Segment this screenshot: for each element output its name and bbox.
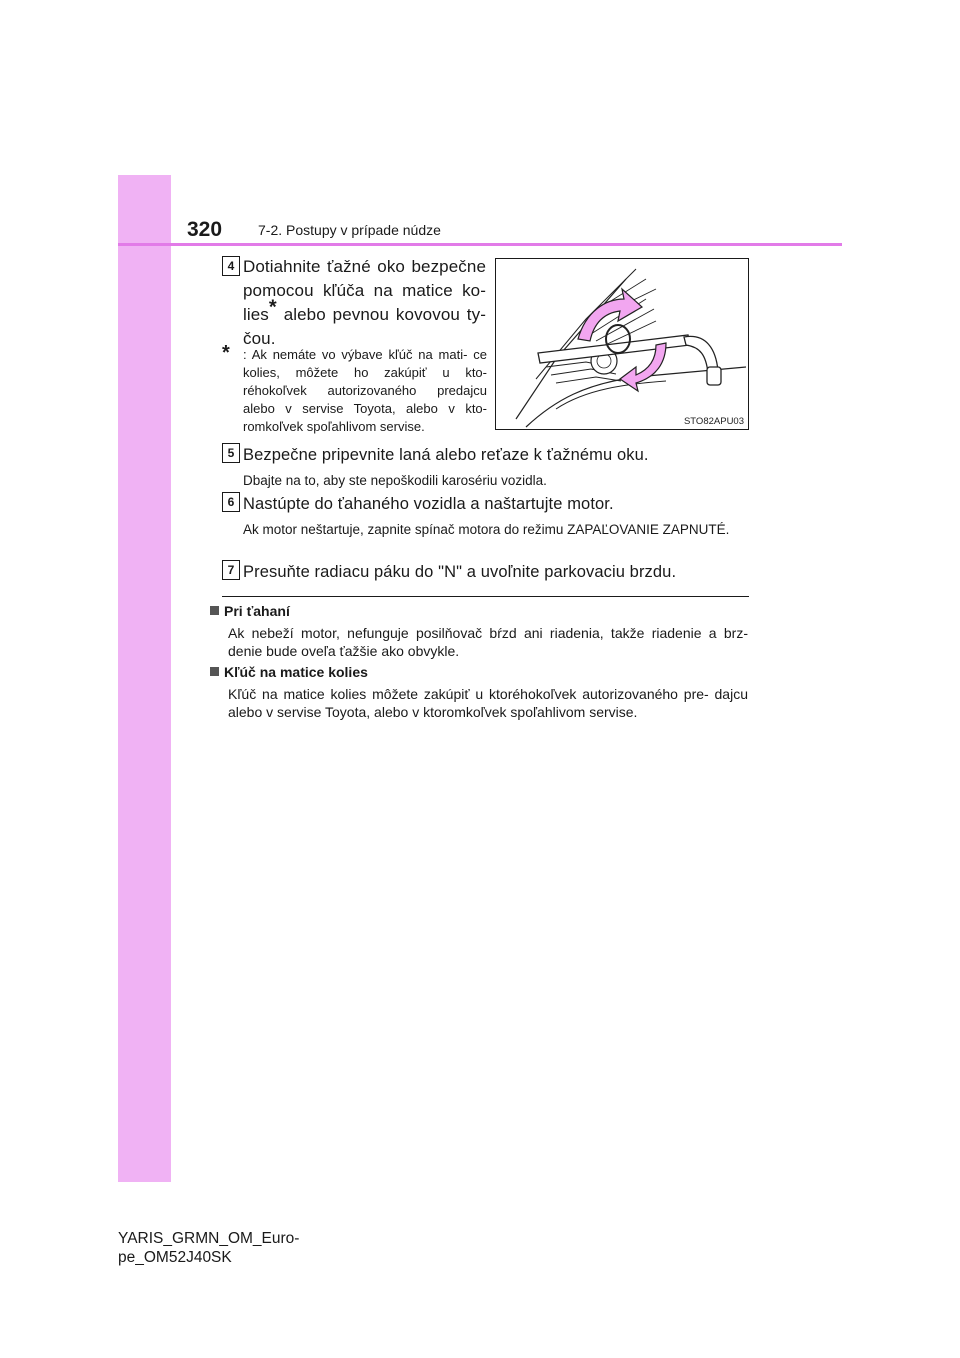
step-4-text <box>243 255 486 351</box>
header-divider <box>118 243 842 246</box>
step-number-5: 5 <box>222 443 240 463</box>
step-6-note: Ak motor neštartuje, zapnite spínač motora do režimu ZAPAĽOVANIE ZAPNUTÉ. <box>243 522 730 537</box>
step-5-note: Dbajte na to, aby ste nepoškodili karosériu vozidla. <box>243 473 547 488</box>
section-divider <box>222 596 749 597</box>
step-5-text: Bezpečne pripevnite laná alebo reťaze k ťažnému oku. <box>243 446 649 464</box>
note-heading-towing <box>210 603 290 619</box>
note-title-towing: Pri ťahaní <box>224 603 290 619</box>
step-6-text: Nastúpte do ťahaného vozidla a naštartujte motor. <box>243 495 614 513</box>
document-code <box>118 1229 299 1267</box>
step-7-text: Presuňte radiacu páku do "N" a uvoľnite parkovaciu brzdu. <box>243 563 677 581</box>
bullet-square-icon <box>210 606 219 615</box>
step-4-text-b: alebo pevnou kovovou ty- čou. <box>243 305 486 348</box>
footnote-star: * <box>222 342 230 364</box>
chapter-sidebar-tab <box>118 175 171 1182</box>
step-number-4: 4 <box>222 256 240 276</box>
document-code-line-1: YARIS_GRMN_OM_Euro- <box>118 1230 300 1247</box>
step-number-7: 7 <box>222 560 240 580</box>
page-number: 320 <box>187 218 223 241</box>
footnote-marker: * <box>268 296 277 319</box>
step-4-text-a: Dotiahnite ťažné oko bezpečne pomocou kľúča na matice ko- lies <box>243 257 486 324</box>
footnote-text: : Ak nemáte vo výbave kľúč na mati- ce kolies, môžete ho zakúpiť u kto- réhokoľvek autorizovaného predajcu alebo v servise Toyota, alebo v kto- romkoľvek spoľahlivom servise. <box>243 347 487 434</box>
document-code-line-2: pe_OM52J40SK <box>118 1249 232 1266</box>
chapter-title: 7-2. Postupy v prípade núdze <box>258 222 441 238</box>
wrench-figure <box>495 258 749 430</box>
step-number-6: 6 <box>222 492 240 512</box>
figure-code: STO82APU03 <box>683 416 744 427</box>
note-heading-wrench <box>210 664 368 680</box>
note-title-wrench: Kľúč na matice kolies <box>224 664 368 680</box>
note-text-wrench: Kľúč na matice kolies môžete zakúpiť u ktoréhokoľvek autorizovaného pre- dajcu alebo v servise Toyota, alebo v ktoromkoľvek spoľahlivom servise. <box>228 686 748 720</box>
lug-wrench-tightening-icon <box>496 259 748 429</box>
bullet-square-icon <box>210 667 219 676</box>
footnote <box>222 342 487 436</box>
note-text-towing: Ak nebeží motor, nefunguje posilňovač bŕzd ani riadenia, takže riadenie a brz- denie bude oveľa ťažšie ako obvykle. <box>228 625 748 659</box>
